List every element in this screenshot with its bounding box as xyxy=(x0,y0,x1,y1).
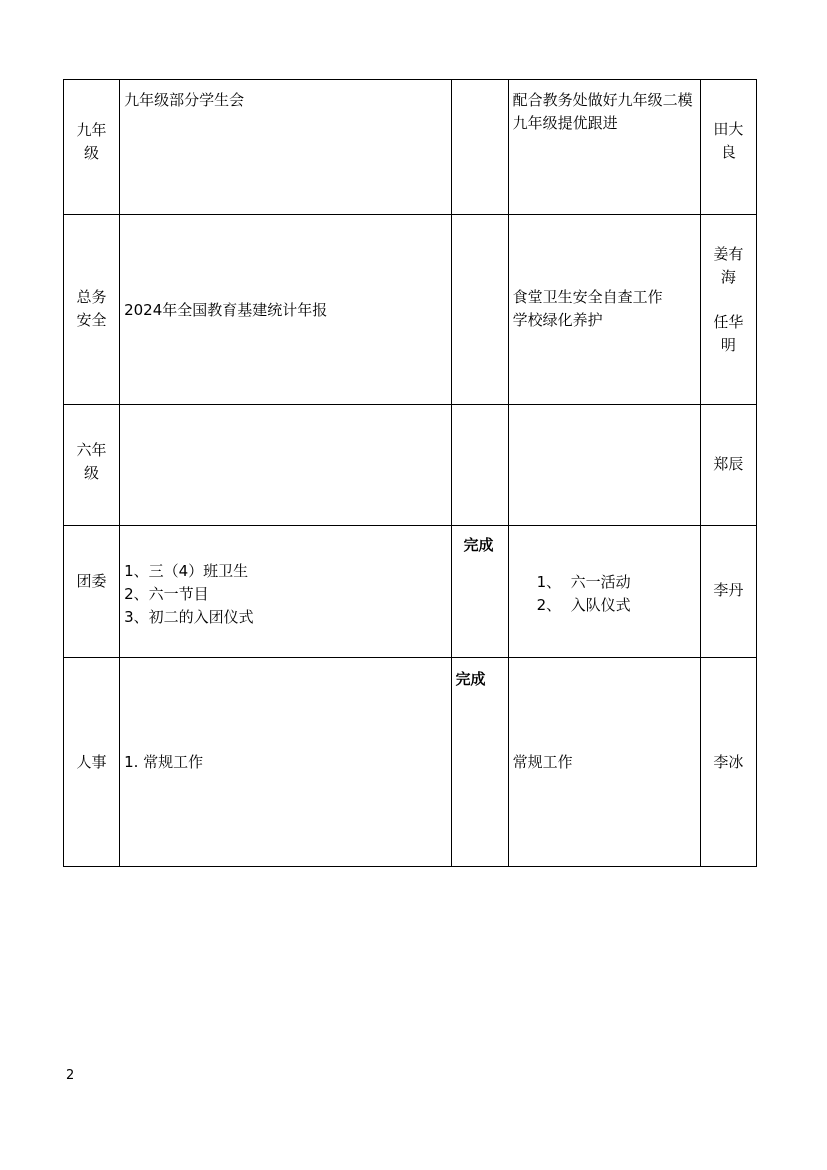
plan-item-number: 1、 xyxy=(536,572,562,591)
table-row xyxy=(64,526,757,658)
dept-label: 六年级 xyxy=(76,441,107,482)
done-cell xyxy=(120,215,451,405)
done-cell xyxy=(120,658,451,867)
done-item: 2024年全国教育基建统计年报 xyxy=(124,301,328,319)
person-name: 李丹 xyxy=(713,581,744,599)
dept-cell xyxy=(64,80,120,215)
plan-item-number: 2、 xyxy=(536,595,562,614)
person-cell xyxy=(700,80,756,215)
done-cell xyxy=(120,405,451,526)
status-cell xyxy=(451,215,508,405)
plan-item-text: 入队仪式 xyxy=(570,595,631,614)
dept-label: 九年级 xyxy=(76,121,107,162)
table-row xyxy=(64,405,757,526)
status-cell xyxy=(451,658,508,867)
done-cell xyxy=(120,526,451,658)
done-item: 九年级部分学生会 xyxy=(124,91,245,109)
done-item: 1. 常规工作 xyxy=(124,752,204,771)
plan-item xyxy=(537,594,696,617)
done-item: 3、初二的入团仪式 xyxy=(124,608,254,626)
done-item: 1、三（4）班卫生 xyxy=(124,562,249,580)
person-name: 姜有海 xyxy=(713,244,744,286)
person-name: 田大良 xyxy=(713,120,744,161)
done-item: 2、六一节目 xyxy=(124,585,209,603)
plan-cell xyxy=(508,215,700,405)
plan-item: 配合教务处做好九年级二模 xyxy=(512,91,693,109)
plan-cell xyxy=(508,658,700,867)
dept-cell xyxy=(64,526,120,658)
person-name: 郑辰 xyxy=(713,454,744,473)
plan-item: 九年级提优跟进 xyxy=(512,114,618,132)
dept-cell xyxy=(64,405,120,526)
status-label: 完成 xyxy=(463,536,494,554)
dept-label: 总务安全 xyxy=(76,287,107,329)
table-row xyxy=(64,658,757,867)
status-cell xyxy=(451,80,508,215)
dept-label: 人事 xyxy=(76,752,107,771)
dept-cell xyxy=(64,215,120,405)
person-cell xyxy=(700,405,756,526)
dept-label: 团委 xyxy=(76,572,107,590)
page-number: 2 xyxy=(66,1068,75,1083)
plan-item xyxy=(537,571,696,594)
plan-cell xyxy=(508,405,700,526)
status-cell xyxy=(451,405,508,526)
status-cell xyxy=(451,526,508,658)
plan-item: 常规工作 xyxy=(512,752,573,771)
work-report-table xyxy=(63,79,757,867)
plan-cell xyxy=(508,80,700,215)
plan-item-text: 六一活动 xyxy=(570,572,631,591)
table-row xyxy=(64,80,757,215)
plan-item: 食堂卫生安全自查工作 xyxy=(512,287,663,306)
plan-cell xyxy=(508,526,700,658)
table-row xyxy=(64,215,757,405)
person-cell xyxy=(700,658,756,867)
person-name: 李冰 xyxy=(713,752,744,771)
person-name: 任华明 xyxy=(713,312,744,354)
plan-item: 学校绿化养护 xyxy=(512,310,603,329)
person-cell xyxy=(700,526,756,658)
dept-cell xyxy=(64,658,120,867)
done-cell xyxy=(120,80,451,215)
status-label: 完成 xyxy=(455,670,486,688)
person-cell xyxy=(700,215,756,405)
